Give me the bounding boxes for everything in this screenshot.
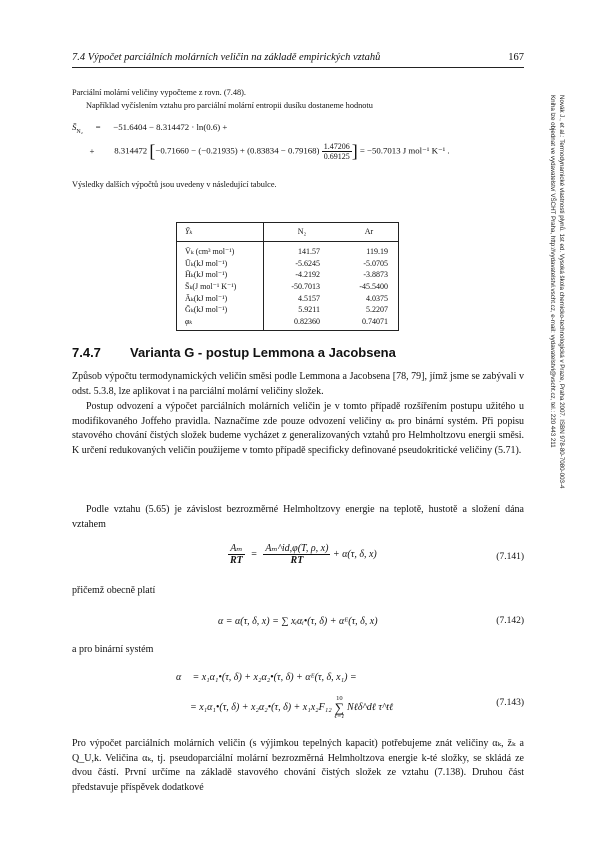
table-row-label: Ḡₖ(kJ mol⁻¹): [177, 304, 264, 316]
table-cell-n2: 141.57: [298, 247, 320, 257]
table-row-label: Āₖ(kJ mol⁻¹): [177, 292, 264, 304]
entropy-eq-result: = −50.7013 J mol⁻¹ K⁻¹ .: [359, 145, 450, 156]
running-head-title: 7.4 Výpočet parciálních molárních veličin na základě empirických vztahů: [72, 52, 381, 63]
eq141-rhs-rest: + α(τ, δ, x): [332, 548, 377, 560]
table-cell-ar: -3.8873: [363, 270, 388, 280]
entropy-eq-bracket-content: −0.71660 − (−0.21935) + (0.83834 − 0.79168): [155, 145, 320, 156]
entropy-eq-plus: +: [89, 145, 95, 156]
results-intro: Výsledky dalších výpočtů jsou uvedeny v následující tabulce.: [72, 180, 277, 189]
paragraph-3: Podle vztahu (5.65) je závislost bezrozměrné Helmholtzovy energie na teplotě, hustotě a složení dána vztahem: [72, 504, 524, 530]
table-header-row: [177, 223, 399, 242]
equation-number-7-142: (7.142): [496, 616, 524, 626]
table-row-label: H̄ₖ(kJ mol⁻¹): [177, 269, 264, 281]
table-cell-n2: 5.9211: [298, 305, 320, 315]
table-cell-ar: -45.5400: [359, 282, 388, 292]
intro-line-1: Parciální molární veličiny vypočteme z rovn. (7.48).: [72, 88, 246, 97]
entropy-eq-coef: 8.314472: [114, 145, 148, 156]
table-header-label: Ȳₖ: [177, 223, 264, 242]
entropy-eq-sign: =: [95, 122, 101, 132]
table-row: [177, 304, 399, 316]
table-cell-n2: -4.2192: [295, 270, 320, 280]
table-cell-ar: 5.2207: [366, 305, 388, 315]
table-row: [177, 269, 399, 281]
table-row: [177, 292, 399, 304]
table-cell-n2: -5.6245: [295, 258, 320, 268]
table-row-label: Ūₖ(kJ mol⁻¹): [177, 258, 264, 270]
table-header-n2: N₂: [264, 223, 339, 242]
side-note-line-1: Novák J., et al.: Termodynamické vlastnosti plynů. 1st ed. Vysoká škola chemicko-technologická v Praze, Praha 2007. ISBN 978-80-7080-003-4: [558, 95, 565, 489]
results-table: [176, 222, 399, 331]
paragraph-4: přičemž obecně platí: [72, 585, 156, 596]
entropy-eq-line-1: [72, 122, 227, 135]
table-cell-ar: 4.0375: [366, 293, 388, 303]
equation-7-142: α = α(τ, δ, x) = ∑ xᵢαᵢ•(τ, δ) + αᴱ(τ, δ, x): [218, 616, 378, 627]
paragraph-2: Postup odvození a výpočet parciálních molárních veličin je v tomto případě rozšířením postupu užitého u modifikovaného Joffeho pravidla. Naznačíme zde pouze odvození veličiny αₖ pro binární systém. Při popisu stavového chování čistých složek budeme vycházet z generalizovaných vztahů pro Helmholtzovu energii směsi. K určení redukovaných veličin použijeme v tomto případě specificky definované pseudokritické veličiny (5.71).: [72, 401, 524, 456]
table-row: [177, 316, 399, 331]
equation-7-143-line-1: α = x₁α₁•(τ, δ) + x₂α₂•(τ, δ) + αᴱ(τ, δ, x₁) =: [176, 672, 357, 683]
paragraph-1: Způsob výpočtu termodynamických veličin směsi podle Lemmona a Jacobsena [78, 79], jímž jsme se zabývali v odst. 5.3.8, lze aplikovat i na parciální molární veličiny složek.: [72, 371, 524, 397]
equation-7-143-line-2: = x₁α₁•(τ, δ) + x₂α₂•(τ, δ) + x₁x₂F₁₂ 10 ∑ ℓ=1 Nℓδ^dℓ τ^tℓ: [190, 695, 394, 720]
table-row-label: S̄ₖ(J mol⁻¹ K⁻¹): [177, 281, 264, 293]
entropy-eq-line-2: + 8.314472 [−0.71660 − (−0.21935) + (0.83834 − 0.79168) $\frac{1.47206}{0.69125}$ ] = −50.7013 J mol⁻¹ K⁻¹ .: [72, 141, 450, 162]
table-row: [177, 242, 399, 258]
side-copyright-note: [548, 95, 566, 488]
eq141-rhs-fraction: $\frac{\text{Aₘ\textasciicircum{}id,φ(T, ρ, x)}}{RT}$: [265, 543, 329, 566]
paragraph-5: a pro binární systém: [72, 644, 154, 655]
table-row: [177, 258, 399, 270]
section-heading: [72, 345, 396, 360]
eq141-lhs: $\frac{\text{Aₘ}}{RT}$: [230, 543, 243, 566]
table-cell-ar: 119.19: [366, 247, 388, 257]
section-number: 7.4.7: [72, 345, 101, 360]
paragraph-6: Pro výpočet parciálních molárních veličin (s výjimkou tepelných kapacit) potřebujeme znát veličiny αₖ, z̄ₖ a Q_U,k. Veličina αₖ, tj. pseudoparciální molární bezrozměrná Helmholtzova energie k-té složky, se skládá ze dvou částí. První určíme na základě stavového chování čistých složek ze vztahu (7.138). Druhou část představuje příspěvek dodatkové: [72, 738, 524, 793]
entropy-eq-fraction: $\frac{1.47206}{0.69125}$: [323, 142, 350, 161]
equation-number-7-141: (7.141): [496, 552, 524, 562]
running-head: [72, 52, 524, 63]
page-number: 167: [508, 52, 524, 63]
table-row-label: φₖ: [177, 316, 264, 331]
section-title: Varianta G - postup Lemmona a Jacobsena: [130, 345, 396, 360]
side-note-line-2: Kniha lze objednat ve vydavatelství VŠCHT Praha, http://vydavatelstvi.vscht.cz, e-mail: vydavatelstvi@vscht.cz, tel.: 220 443 211: [549, 95, 556, 448]
table-header-ar: Ar: [338, 223, 399, 242]
equation-7-141: $\frac{\text{Aₘ}}{RT}$ = $\frac{\text{Aₘ\textasciicircum{}id,φ(T, ρ, x)}}{RT}$ + α(τ, δ, x): [230, 543, 377, 566]
table-row: [177, 281, 399, 293]
table-cell-ar: -5.0705: [363, 258, 388, 268]
equation-number-7-143: (7.143): [496, 698, 524, 708]
table-cell-n2: -50.7013: [291, 282, 320, 292]
table-cell-n2: 0.82360: [294, 316, 320, 326]
entropy-eq-lhs: $S̄_{N_2}$: [72, 122, 83, 135]
table-row-label: V̄ₖ (cm³ mol⁻¹): [177, 242, 264, 258]
summation-icon: 10 ∑ ℓ=1: [334, 695, 345, 720]
table-cell-n2: 4.5157: [298, 293, 320, 303]
intro-line-2: Například vyčíslením vztahu pro parciální molární entropii dusíku dostaneme hodnotu: [86, 101, 373, 110]
table-cell-ar: 0.74071: [362, 316, 388, 326]
entropy-eq-rhs-1: −51.6404 − 8.314472 · ln(0.6) +: [113, 122, 228, 132]
header-rule: [72, 67, 524, 68]
